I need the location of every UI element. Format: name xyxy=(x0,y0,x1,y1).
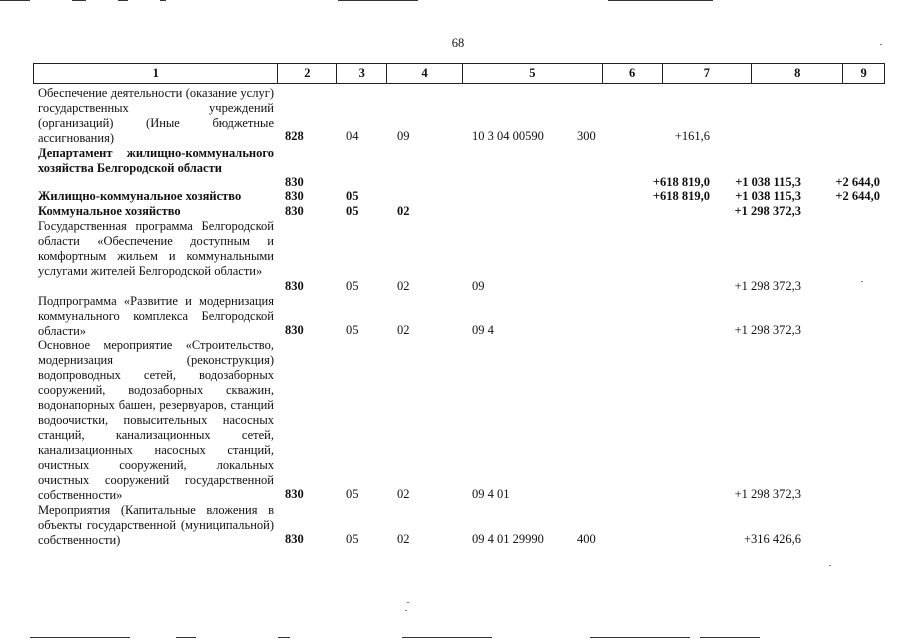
cell-col-2: 830 xyxy=(285,189,304,203)
cell-col-3: 05 xyxy=(346,532,359,546)
cell-col-3: 04 xyxy=(346,129,359,143)
cell-col-2: 830 xyxy=(285,323,304,337)
cell-col-4: 02 xyxy=(397,487,410,501)
cell-col-8: +1 298 372,3 xyxy=(734,279,801,293)
row-name: Жилищно-коммунальное хозяйство xyxy=(38,189,242,203)
row-name: Мероприятия (Капитальные вложения в объекты государственной (муниципальной) собственности) xyxy=(38,503,274,547)
table-header-row xyxy=(33,63,885,84)
cell-col-4: 02 xyxy=(397,532,410,546)
cell-col-2: 830 xyxy=(285,175,304,189)
cell-col-7: +618 819,0 xyxy=(652,175,710,189)
cell-col-8: +316 426,6 xyxy=(743,532,801,546)
cell-col-5: 09 4 xyxy=(472,323,494,337)
cell-col-3: 05 xyxy=(346,189,359,203)
header-col-2: 2 xyxy=(278,64,337,83)
header-col-4: 4 xyxy=(387,64,463,83)
cell-col-3: 05 xyxy=(346,487,359,501)
cell-col-3: 05 xyxy=(346,204,359,218)
cell-col-4: 02 xyxy=(397,279,410,293)
cell-col-4: 09 xyxy=(397,129,410,143)
cell-col-5: 09 4 01 29990 xyxy=(472,532,544,546)
header-col-7: 7 xyxy=(663,64,753,83)
cell-col-5: 10 3 04 00590 xyxy=(472,129,544,143)
cell-col-8: +1 038 115,3 xyxy=(735,175,801,189)
cell-col-6: 400 xyxy=(577,532,596,546)
cell-col-2: 830 xyxy=(285,487,304,501)
scan-speck xyxy=(880,44,882,45)
row-name: Основное мероприятие «Строительство, модернизация (реконструкция) водопроводных сетей, водозаборных сооружений, водозаборных скважин, водонапорных башен, резервуаров, станций водоочистки, повысительных насосных станций, канализационных сетей, канализационных насосных станций, очистных сооружений, локальных очистных сооружений государственной собственности» xyxy=(38,338,274,502)
row-name: Подпрограмма «Развитие и модернизация коммунального комплекса Белгородской области» xyxy=(38,294,274,338)
cell-col-3: 05 xyxy=(346,323,359,337)
header-col-6: 6 xyxy=(603,64,663,83)
cell-col-4: 02 xyxy=(397,323,410,337)
scan-speck xyxy=(829,565,831,566)
cell-col-8: +1 298 372,3 xyxy=(734,204,801,218)
cell-col-5: 09 xyxy=(472,279,485,293)
cell-col-5: 09 4 01 xyxy=(472,487,510,501)
header-col-5: 5 xyxy=(463,64,603,83)
row-name: Коммунальное хозяйство xyxy=(38,204,181,218)
cell-col-2: 830 xyxy=(285,279,304,293)
scan-speck xyxy=(405,610,407,611)
cell-col-3: 05 xyxy=(346,279,359,293)
header-col-1: 1 xyxy=(34,64,278,83)
row-name: Департамент жилищно-коммунального хозяйства Белгородской области xyxy=(38,146,274,175)
cell-col-9: +2 644,0 xyxy=(835,189,880,203)
header-col-8: 8 xyxy=(752,64,843,83)
cell-col-8: +1 038 115,3 xyxy=(735,189,801,203)
header-col-3: 3 xyxy=(337,64,387,83)
row-name: Обеспечение деятельности (оказание услуг) государственных учреждений (организаций) (Иные бюджетные ассигнования) xyxy=(38,86,274,145)
page-number: 68 xyxy=(451,36,465,50)
cell-col-7: +618 819,0 xyxy=(652,189,710,203)
cell-col-6: 300 xyxy=(577,129,596,143)
cell-col-2: 830 xyxy=(285,532,304,546)
row-name: Государственная программа Белгородской области «Обеспечение доступным и комфортным жильем и коммунальными услугами жителей Белгородской области» xyxy=(38,219,274,278)
header-col-9: 9 xyxy=(860,66,867,80)
cell-col-2: 828 xyxy=(285,129,304,143)
cell-col-4: 02 xyxy=(397,204,410,218)
scan-speck xyxy=(407,602,409,603)
scan-speck xyxy=(861,281,863,282)
cell-col-7: +161,6 xyxy=(674,129,710,143)
cell-col-2: 830 xyxy=(285,204,304,218)
cell-col-9: +2 644,0 xyxy=(835,175,880,189)
cell-col-8: +1 298 372,3 xyxy=(734,323,801,337)
cell-col-8: +1 298 372,3 xyxy=(734,487,801,501)
